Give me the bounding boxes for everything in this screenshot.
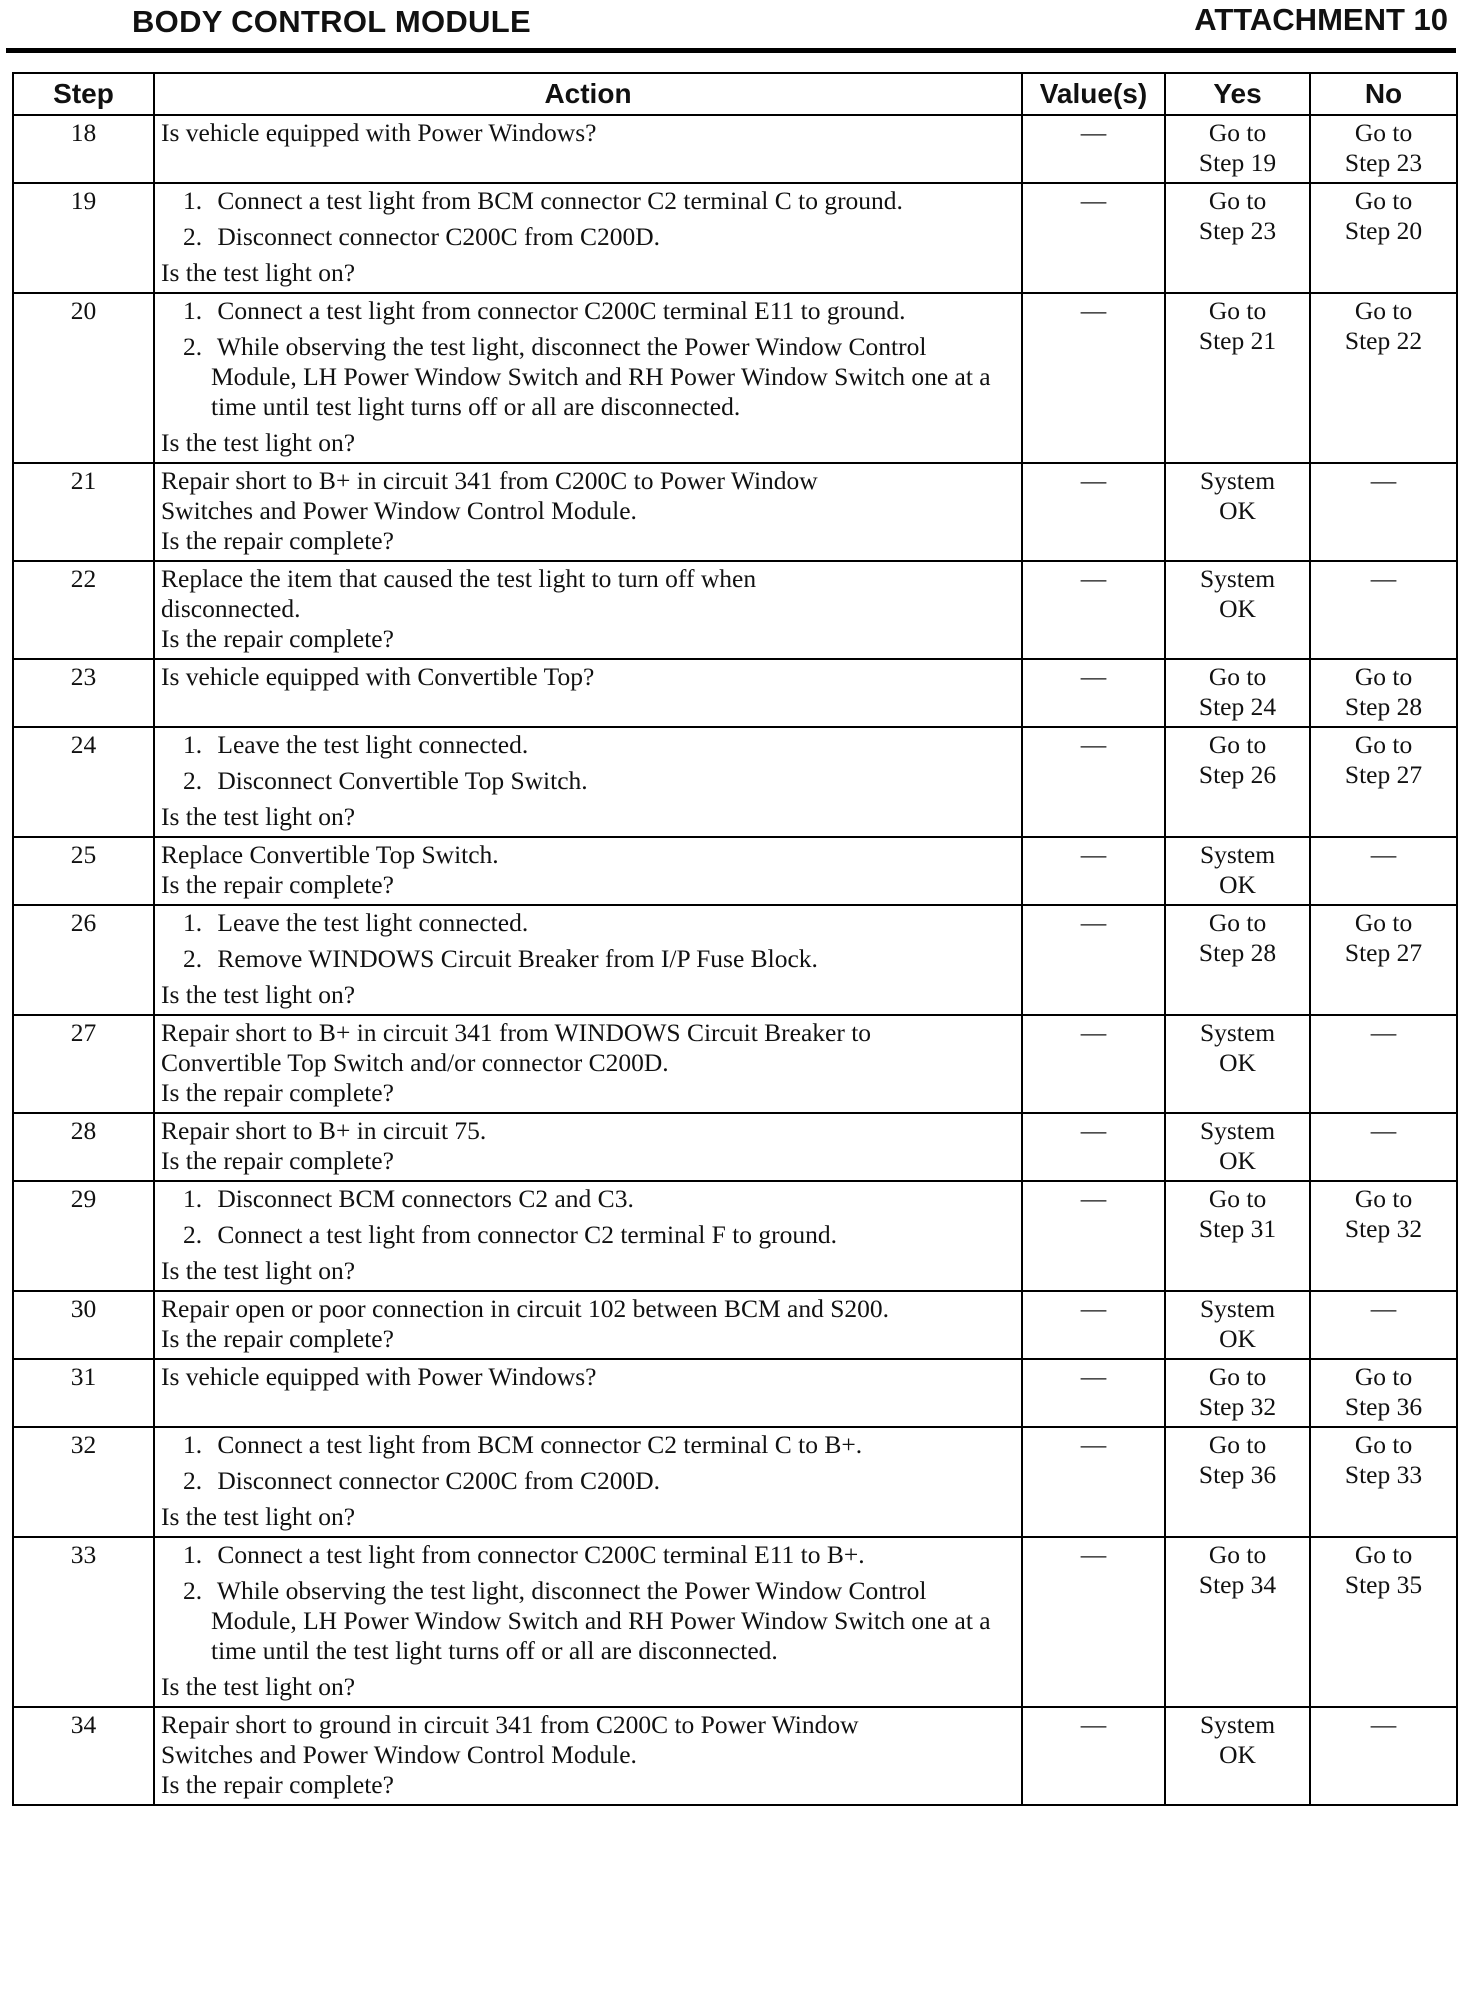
value-cell: —: [1022, 727, 1165, 837]
action-text: Replace the item that caused the test light to turn off when: [161, 564, 757, 593]
step-number: 27: [13, 1015, 154, 1113]
action-step-number: 1.: [183, 1184, 203, 1213]
value-cell: —: [1022, 463, 1165, 561]
action-step-number: 1.: [183, 730, 203, 759]
no-result: Step 32: [1344, 1214, 1423, 1243]
yes-cell: [1165, 463, 1310, 561]
value-cell: —: [1022, 659, 1165, 727]
value-cell: —: [1022, 115, 1165, 183]
table-row: [13, 1181, 1457, 1291]
action-step: [183, 1220, 1015, 1250]
step-number: 29: [13, 1181, 154, 1291]
no-result: Go to: [1354, 662, 1413, 691]
no-cell: [1310, 1359, 1457, 1427]
step-number: 32: [13, 1427, 154, 1537]
step-number: 34: [13, 1707, 154, 1805]
table-row: [13, 1291, 1457, 1359]
table-row: [13, 293, 1457, 463]
action-cell: [154, 1537, 1022, 1707]
action-step: [183, 296, 1015, 326]
value-cell: —: [1022, 1113, 1165, 1181]
table-row: [13, 659, 1457, 727]
no-result: —: [1370, 564, 1397, 593]
yes-result: OK: [1219, 1324, 1256, 1353]
value-cell: —: [1022, 1707, 1165, 1805]
action-step-number: 1.: [183, 908, 203, 937]
step-number: 26: [13, 905, 154, 1015]
action-step: [183, 186, 1015, 216]
action-question: Is the test light on?: [161, 428, 356, 457]
no-result: Step 27: [1344, 760, 1423, 789]
step-number: 24: [13, 727, 154, 837]
no-result: —: [1370, 1018, 1397, 1047]
no-result: Go to: [1354, 296, 1413, 325]
value-cell: —: [1022, 1015, 1165, 1113]
yes-result: OK: [1219, 496, 1256, 525]
yes-result: Step 32: [1198, 1392, 1277, 1421]
yes-result: System: [1199, 1018, 1276, 1047]
yes-result: Step 36: [1198, 1460, 1277, 1489]
yes-cell: [1165, 1427, 1310, 1537]
no-result: Go to: [1354, 186, 1413, 215]
action-step-text: Leave the test light connected.: [211, 908, 529, 937]
yes-result: OK: [1219, 1048, 1256, 1077]
yes-cell: [1165, 1291, 1310, 1359]
value-cell: —: [1022, 1427, 1165, 1537]
action-text: Switches and Power Window Control Module.: [161, 1740, 637, 1769]
action-cell: [154, 463, 1022, 561]
step-number: 19: [13, 183, 154, 293]
step-number: 31: [13, 1359, 154, 1427]
action-step: [183, 908, 1015, 938]
yes-result: Step 28: [1198, 938, 1277, 967]
action-step-text: Connect a test light from BCM connector C2 terminal C to B+.: [211, 1430, 863, 1459]
yes-cell: [1165, 727, 1310, 837]
action-step-text: Disconnect BCM connectors C2 and C3.: [211, 1184, 634, 1213]
yes-result: Step 26: [1198, 760, 1277, 789]
yes-result: System: [1199, 564, 1276, 593]
action-text: Repair short to B+ in circuit 341 from WINDOWS Circuit Breaker to: [161, 1018, 872, 1047]
yes-cell: [1165, 1537, 1310, 1707]
column-header-values: Value(s): [1022, 73, 1165, 115]
value-cell: —: [1022, 1359, 1165, 1427]
no-cell: [1310, 183, 1457, 293]
step-number: 18: [13, 115, 154, 183]
value-cell: —: [1022, 905, 1165, 1015]
action-question: Is the test light on?: [161, 980, 356, 1009]
action-question: Is the repair complete?: [161, 1146, 394, 1175]
action-step-number: 2.: [183, 1466, 203, 1495]
action-step-number: 1.: [183, 1540, 203, 1569]
yes-cell: [1165, 1181, 1310, 1291]
no-cell: [1310, 1291, 1457, 1359]
action-text: Repair short to B+ in circuit 341 from C200C to Power Window: [161, 466, 818, 495]
column-header-step: Step: [13, 73, 154, 115]
yes-result: Go to: [1208, 1540, 1267, 1569]
yes-result: Go to: [1208, 296, 1267, 325]
action-step: [183, 730, 1015, 760]
action-text: disconnected.: [161, 594, 301, 623]
table-row: [13, 463, 1457, 561]
no-cell: [1310, 1113, 1457, 1181]
action-question: Is the test light on?: [161, 1256, 356, 1285]
yes-result: Go to: [1208, 908, 1267, 937]
yes-result: System: [1199, 840, 1276, 869]
action-step-number: 1.: [183, 296, 203, 325]
action-cell: [154, 1707, 1022, 1805]
action-step-text: Disconnect Convertible Top Switch.: [211, 766, 588, 795]
action-step-text: Remove WINDOWS Circuit Breaker from I/P Fuse Block.: [211, 944, 818, 973]
no-cell: [1310, 463, 1457, 561]
yes-result: OK: [1219, 594, 1256, 623]
yes-cell: [1165, 837, 1310, 905]
yes-result: System: [1199, 1710, 1276, 1739]
table-row: [13, 1707, 1457, 1805]
action-cell: [154, 293, 1022, 463]
no-result: Step 27: [1344, 938, 1423, 967]
column-header-action: Action: [154, 73, 1022, 115]
yes-cell: [1165, 115, 1310, 183]
action-question: Is the test light on?: [161, 802, 356, 831]
no-cell: [1310, 1427, 1457, 1537]
action-step-number: 2.: [183, 222, 203, 251]
action-steps: [161, 908, 1015, 974]
table-row: [13, 561, 1457, 659]
action-question: Is the repair complete?: [161, 1078, 394, 1107]
no-result: Go to: [1354, 1184, 1413, 1213]
action-cell: [154, 659, 1022, 727]
no-cell: [1310, 727, 1457, 837]
yes-result: Go to: [1208, 730, 1267, 759]
action-step-text: Disconnect connector C200C from C200D.: [211, 1466, 661, 1495]
action-text: Convertible Top Switch and/or connector C200D.: [161, 1048, 669, 1077]
no-cell: [1310, 293, 1457, 463]
no-result: Step 23: [1344, 148, 1423, 177]
step-number: 33: [13, 1537, 154, 1707]
action-question: Is the test light on?: [161, 1672, 356, 1701]
action-step-text: While observing the test light, disconnect the Power Window Control Module, LH Power Window Switch and RH Power Window Switch one at a time until test light turns off or all are disconnected.: [211, 332, 991, 421]
page-title: BODY CONTROL MODULE: [132, 4, 531, 39]
action-step-number: 2.: [183, 1576, 203, 1605]
attachment-label: ATTACHMENT 10: [1194, 2, 1448, 37]
diagnostic-table: [12, 72, 1458, 1806]
yes-result: System: [1199, 1116, 1276, 1145]
action-steps: [161, 1184, 1015, 1250]
yes-result: Go to: [1208, 186, 1267, 215]
yes-result: Step 34: [1198, 1570, 1277, 1599]
action-step: [183, 222, 1015, 252]
no-result: Step 36: [1344, 1392, 1423, 1421]
no-result: Step 28: [1344, 692, 1423, 721]
yes-cell: [1165, 1015, 1310, 1113]
action-step-text: Connect a test light from BCM connector C2 terminal C to ground.: [211, 186, 903, 215]
no-result: —: [1370, 840, 1397, 869]
value-cell: —: [1022, 183, 1165, 293]
yes-cell: [1165, 561, 1310, 659]
action-question: Is vehicle equipped with Power Windows?: [161, 1362, 597, 1391]
step-number: 30: [13, 1291, 154, 1359]
action-question: Is vehicle equipped with Power Windows?: [161, 118, 597, 147]
yes-cell: [1165, 1113, 1310, 1181]
yes-cell: [1165, 659, 1310, 727]
action-step-number: 1.: [183, 1430, 203, 1459]
table-body: [13, 115, 1457, 1805]
no-result: —: [1370, 1294, 1397, 1323]
action-steps: [161, 186, 1015, 252]
table-row: [13, 727, 1457, 837]
no-result: Go to: [1354, 1430, 1413, 1459]
action-question: Is the repair complete?: [161, 526, 394, 555]
action-question: Is the test light on?: [161, 1502, 356, 1531]
action-step: [183, 1540, 1015, 1570]
table-header-row: [13, 73, 1457, 115]
no-cell: [1310, 1181, 1457, 1291]
action-step: [183, 1184, 1015, 1214]
no-result: Step 33: [1344, 1460, 1423, 1489]
no-cell: [1310, 115, 1457, 183]
action-text: Switches and Power Window Control Module.: [161, 496, 637, 525]
action-cell: [154, 115, 1022, 183]
table-row: [13, 905, 1457, 1015]
no-result: Step 35: [1344, 1570, 1423, 1599]
action-question: Is the repair complete?: [161, 624, 394, 653]
value-cell: —: [1022, 1291, 1165, 1359]
table-row: [13, 837, 1457, 905]
column-header-yes: Yes: [1165, 73, 1310, 115]
yes-result: Step 19: [1198, 148, 1277, 177]
step-number: 25: [13, 837, 154, 905]
action-text: Repair short to B+ in circuit 75.: [161, 1116, 487, 1145]
action-question: Is the repair complete?: [161, 1324, 394, 1353]
action-step-text: Connect a test light from connector C200C terminal E11 to ground.: [211, 296, 906, 325]
yes-cell: [1165, 1359, 1310, 1427]
action-cell: [154, 1181, 1022, 1291]
no-result: —: [1370, 1116, 1397, 1145]
action-step-number: 1.: [183, 186, 203, 215]
yes-result: Step 21: [1198, 326, 1277, 355]
action-step-number: 2.: [183, 1220, 203, 1249]
yes-result: System: [1199, 1294, 1276, 1323]
yes-result: OK: [1219, 1146, 1256, 1175]
no-cell: [1310, 659, 1457, 727]
yes-result: Go to: [1208, 118, 1267, 147]
yes-result: Go to: [1208, 1430, 1267, 1459]
yes-result: Step 31: [1198, 1214, 1277, 1243]
yes-result: System: [1199, 466, 1276, 495]
value-cell: —: [1022, 1181, 1165, 1291]
no-result: Step 20: [1344, 216, 1423, 245]
action-step-text: Connect a test light from connector C200C terminal E11 to B+.: [211, 1540, 865, 1569]
table-row: [13, 1537, 1457, 1707]
action-step: [183, 944, 1015, 974]
value-cell: —: [1022, 293, 1165, 463]
action-step: [183, 1576, 1015, 1666]
no-cell: [1310, 837, 1457, 905]
yes-result: Step 23: [1198, 216, 1277, 245]
no-cell: [1310, 1707, 1457, 1805]
no-result: Step 22: [1344, 326, 1423, 355]
step-number: 21: [13, 463, 154, 561]
table-row: [13, 1427, 1457, 1537]
action-step-number: 2.: [183, 944, 203, 973]
no-result: Go to: [1354, 908, 1413, 937]
action-step-number: 2.: [183, 332, 203, 361]
action-step-number: 2.: [183, 766, 203, 795]
no-result: Go to: [1354, 1540, 1413, 1569]
table-row: [13, 1113, 1457, 1181]
step-number: 20: [13, 293, 154, 463]
value-cell: —: [1022, 561, 1165, 659]
no-cell: [1310, 1015, 1457, 1113]
action-cell: [154, 1015, 1022, 1113]
yes-result: Step 24: [1198, 692, 1277, 721]
action-question: Is the test light on?: [161, 258, 356, 287]
action-cell: [154, 727, 1022, 837]
table-row: [13, 183, 1457, 293]
no-cell: [1310, 1537, 1457, 1707]
no-cell: [1310, 561, 1457, 659]
no-result: Go to: [1354, 118, 1413, 147]
header-rule: [6, 48, 1456, 53]
action-text: Repair open or poor connection in circuit 102 between BCM and S200.: [161, 1294, 890, 1323]
action-steps: [161, 1540, 1015, 1666]
value-cell: —: [1022, 1537, 1165, 1707]
no-cell: [1310, 905, 1457, 1015]
step-number: 28: [13, 1113, 154, 1181]
action-steps: [161, 730, 1015, 796]
yes-cell: [1165, 183, 1310, 293]
action-question: Is vehicle equipped with Convertible Top?: [161, 662, 595, 691]
action-question: Is the repair complete?: [161, 1770, 394, 1799]
action-steps: [161, 296, 1015, 422]
action-steps: [161, 1430, 1015, 1496]
action-cell: [154, 183, 1022, 293]
action-step: [183, 1466, 1015, 1496]
action-step-text: Connect a test light from connector C2 terminal F to ground.: [211, 1220, 838, 1249]
action-cell: [154, 1359, 1022, 1427]
step-number: 22: [13, 561, 154, 659]
action-step: [183, 332, 1015, 422]
value-cell: —: [1022, 837, 1165, 905]
no-result: Go to: [1354, 730, 1413, 759]
action-cell: [154, 561, 1022, 659]
step-number: 23: [13, 659, 154, 727]
no-result: —: [1370, 1710, 1397, 1739]
table-row: [13, 115, 1457, 183]
action-text: Repair short to ground in circuit 341 from C200C to Power Window: [161, 1710, 859, 1739]
action-cell: [154, 905, 1022, 1015]
yes-cell: [1165, 905, 1310, 1015]
yes-result: Go to: [1208, 662, 1267, 691]
action-step-text: Leave the test light connected.: [211, 730, 529, 759]
action-step-text: Disconnect connector C200C from C200D.: [211, 222, 661, 251]
yes-result: OK: [1219, 1740, 1256, 1769]
action-cell: [154, 1427, 1022, 1537]
action-step: [183, 1430, 1015, 1460]
action-cell: [154, 1113, 1022, 1181]
yes-result: OK: [1219, 870, 1256, 899]
yes-result: Go to: [1208, 1362, 1267, 1391]
yes-cell: [1165, 293, 1310, 463]
yes-cell: [1165, 1707, 1310, 1805]
no-result: Go to: [1354, 1362, 1413, 1391]
action-text: Replace Convertible Top Switch.: [161, 840, 499, 869]
table-row: [13, 1015, 1457, 1113]
action-question: Is the repair complete?: [161, 870, 394, 899]
table-row: [13, 1359, 1457, 1427]
action-cell: [154, 1291, 1022, 1359]
yes-result: Go to: [1208, 1184, 1267, 1213]
action-step: [183, 766, 1015, 796]
no-result: —: [1370, 466, 1397, 495]
column-header-no: No: [1310, 73, 1457, 115]
action-cell: [154, 837, 1022, 905]
action-step-text: While observing the test light, disconnect the Power Window Control Module, LH Power Window Switch and RH Power Window Switch one at a time until the test light turns off or all are disconnected.: [211, 1576, 991, 1665]
